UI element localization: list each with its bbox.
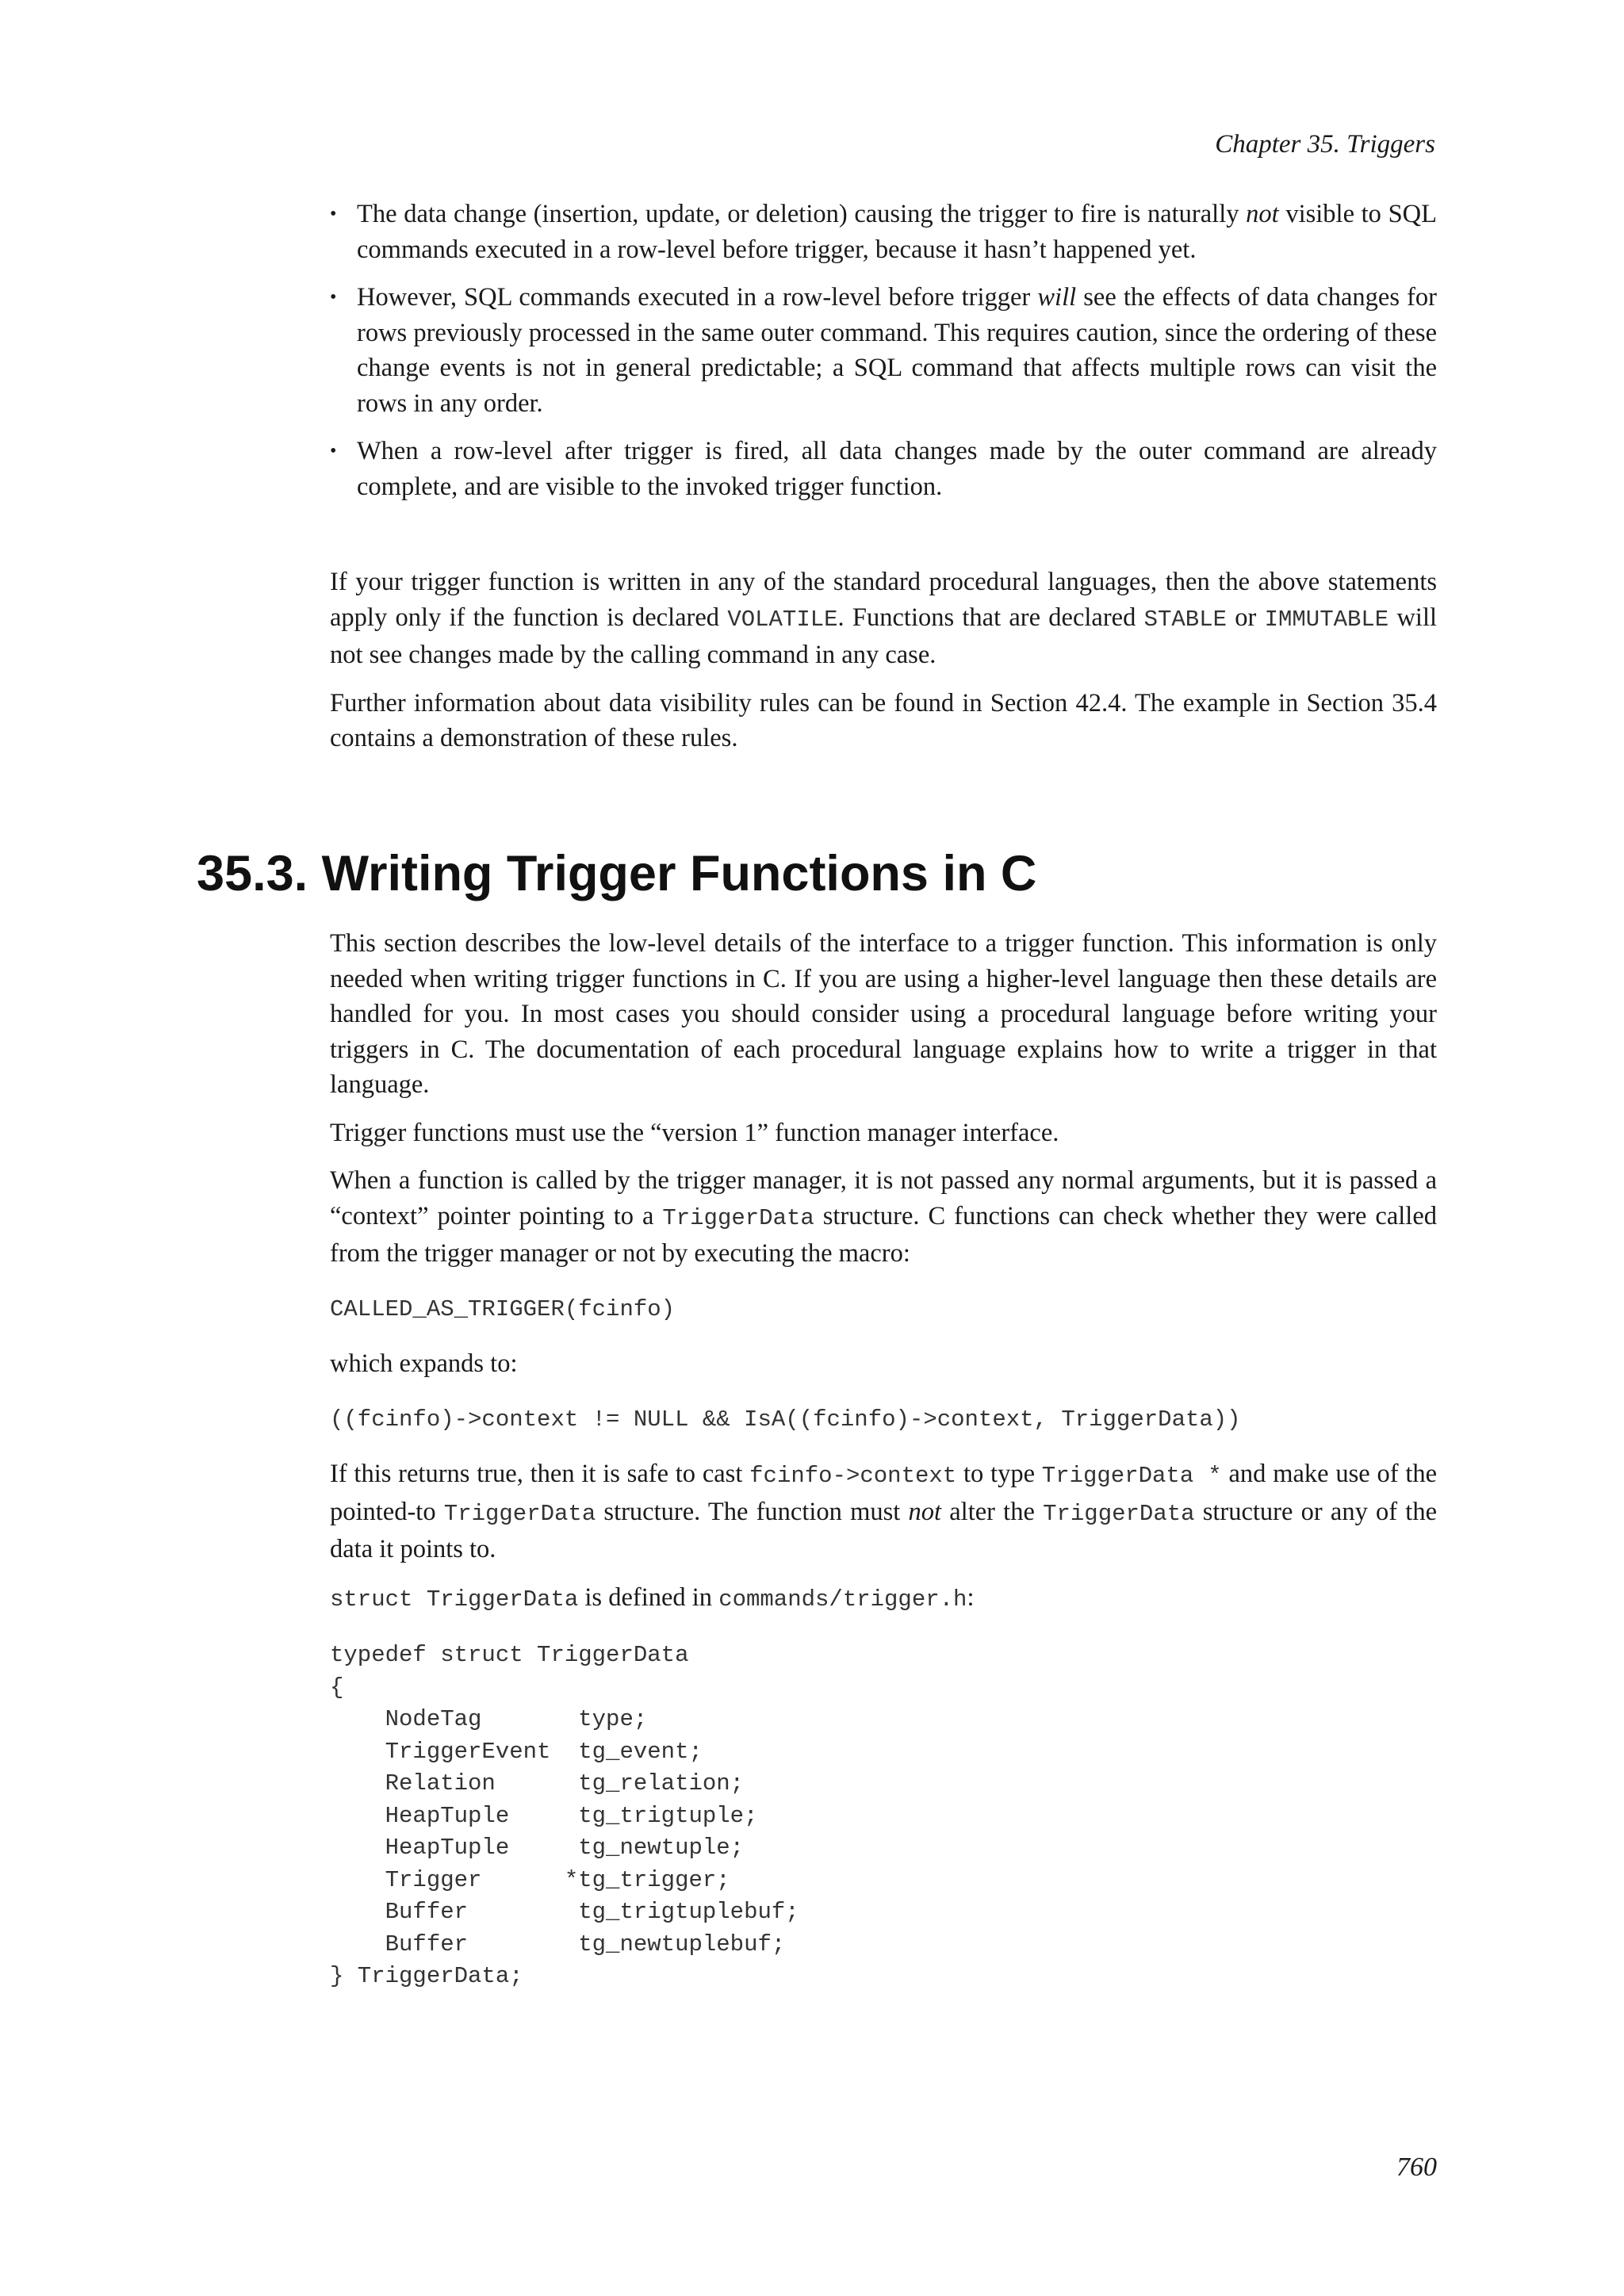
list-item	[330, 197, 1437, 267]
emphasis: not	[908, 1497, 942, 1526]
inline-code: VOLATILE	[727, 606, 838, 633]
paragraph-expands: which expands to:	[330, 1349, 518, 1378]
running-header: Chapter 35. Triggers	[1215, 130, 1435, 159]
text: When a function is called by the trigger manager, it is not passed any normal arguments, but it is passed a “context” pointer pointing to a	[330, 1166, 1437, 1230]
paragraph-cast	[330, 1456, 1437, 1567]
spacer	[330, 517, 1437, 564]
bullet-text: visible to SQL commands executed in a row-level before trigger, because it hasn’t happened yet.	[357, 200, 1437, 264]
bullet-text: The data change (insertion, update, or deletion) causing the trigger to fire is naturally	[357, 200, 1247, 228]
text: structure. The function must	[596, 1497, 909, 1526]
inline-code: TriggerData *	[1041, 1463, 1222, 1489]
visibility-bullet-list	[330, 197, 1437, 504]
code-block-macro: CALLED_AS_TRIGGER(fcinfo)	[330, 1295, 676, 1322]
text: structure or any of the data it points to.	[330, 1497, 1438, 1563]
inline-code: TriggerData	[1043, 1500, 1195, 1527]
text: :	[967, 1582, 975, 1612]
list-item	[330, 434, 1437, 504]
text: or	[1227, 603, 1265, 632]
list-item	[330, 280, 1437, 421]
inline-code: IMMUTABLE	[1264, 606, 1389, 633]
text: If this returns true, then it is safe to cast	[330, 1460, 750, 1488]
text: to type	[956, 1460, 1042, 1488]
section-title: 35.3. Writing Trigger Functions in C	[197, 846, 1037, 901]
emphasis: will	[1037, 283, 1077, 312]
text: will not see changes made by the calling command in any case.	[330, 603, 1438, 669]
text: is defined in	[578, 1582, 719, 1612]
bullet-text: see the effects of data changes for rows previously processed in the same outer command. This requires caution, since the ordering of these change events is not in general predictable; a SQL command that affects multiple rows can visit the rows in any order.	[357, 283, 1437, 418]
inline-code: STABLE	[1143, 606, 1227, 633]
paragraph-volatile	[330, 564, 1437, 673]
paragraph-context	[330, 1163, 1437, 1272]
text: alter the	[941, 1497, 1044, 1526]
paragraph-defined	[330, 1580, 1437, 1618]
paragraph-further-info: Further information about data visibility rules can be found in Section 42.4. The example in Section 35.4 contains a demonstration of these rules.	[330, 688, 1437, 752]
code-block-struct: typedef struct TriggerData { NodeTag type; TriggerEvent tg_event; Relation tg_relation; HeapTuple tg_trigtuple; HeapTuple tg_newtuple; Trigger *tg_trigger; Buffer tg_trigtuplebuf; Buffer tg_newtuplebuf; } TriggerData;	[330, 1642, 799, 1989]
paragraph-version: Trigger functions must use the “version 1” function manager interface.	[330, 1118, 1059, 1147]
text: and make use of the pointed-to	[330, 1460, 1438, 1526]
inline-code: struct TriggerData	[330, 1586, 579, 1613]
inline-code: fcinfo->context	[749, 1463, 957, 1489]
text: . Functions that are declared	[837, 603, 1144, 632]
body-text-upper	[330, 197, 1437, 769]
inline-code: TriggerData	[662, 1204, 814, 1231]
body-text-section	[330, 926, 1437, 2014]
page-number: 760	[1396, 2152, 1437, 2182]
text: structure. C functions can check whether they were called from the trigger manager or not by executing the macro:	[330, 1201, 1437, 1268]
code-block-expansion: ((fcinfo)->context != NULL && IsA((fcinfo)->context, TriggerData))	[330, 1406, 1241, 1433]
bullet-text: However, SQL commands executed in a row-level before trigger	[357, 283, 1038, 312]
inline-code: TriggerData	[443, 1500, 596, 1527]
text: If your trigger function is written in any of the standard procedural languages, then the above statements apply only if the function is declared	[330, 568, 1437, 632]
paragraph-intro: This section describes the low-level details of the interface to a trigger function. This information is only needed when writing trigger functions in C. If you are using a higher-level language then these details are handled for you. In most cases you should consider using a procedural language before writing your triggers in C. The documentation of each procedural language explains how to write a trigger in that language.	[330, 929, 1437, 1099]
emphasis: not	[1246, 200, 1279, 228]
inline-code: commands/trigger.h	[718, 1586, 967, 1613]
bullet-text: When a row-level after trigger is fired, all data changes made by the outer command are already complete, and are visible to the invoked trigger function.	[357, 437, 1437, 501]
